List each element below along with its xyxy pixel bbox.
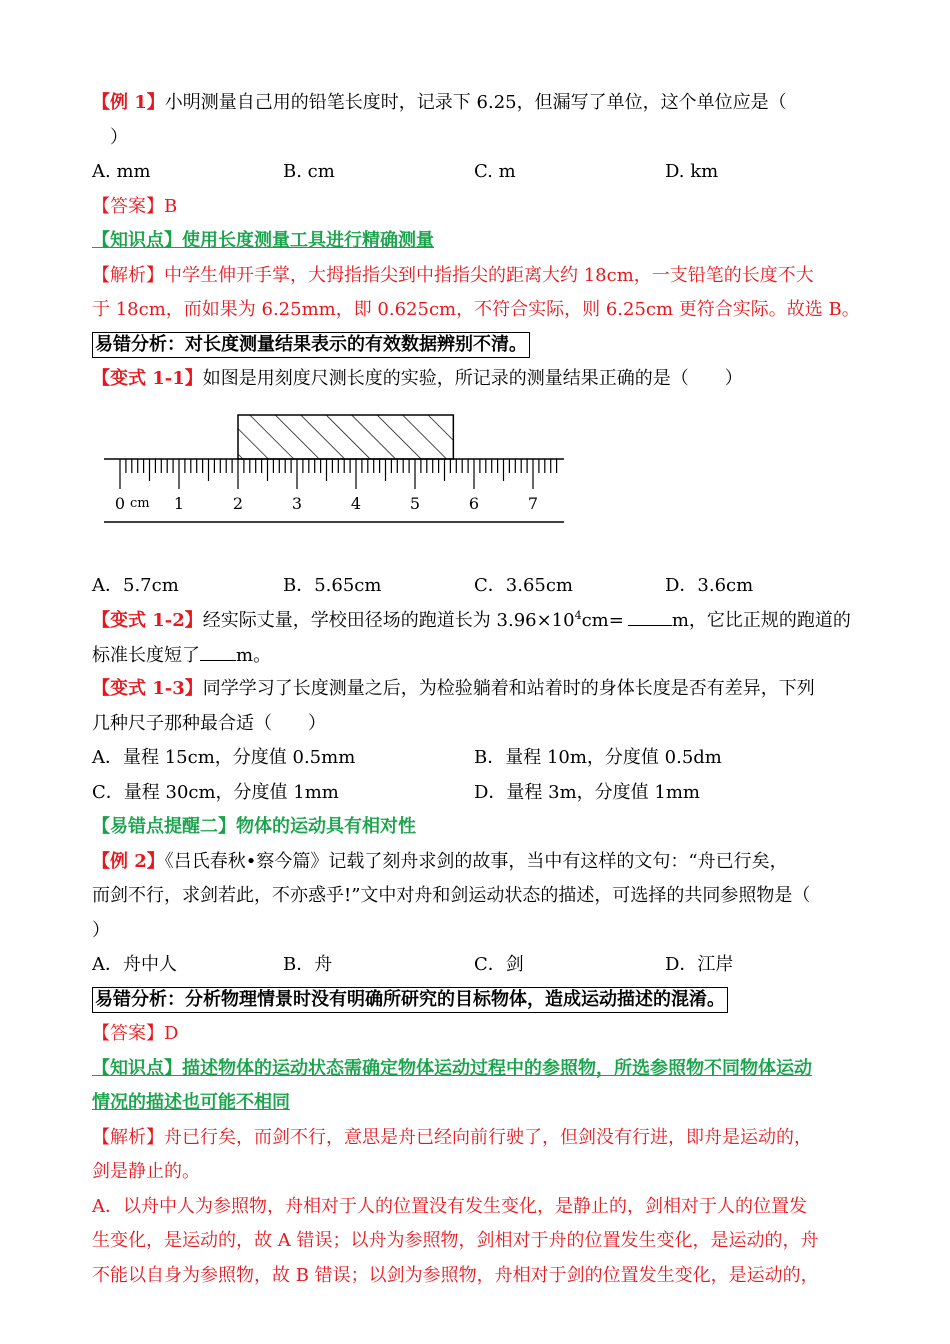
ex1-analysis-text1: 中学生伸开手掌，大拇指指尖到中指指尖的距离大约 18cm，一支铅笔的长度不大 bbox=[164, 264, 814, 286]
v13-options-row2 bbox=[92, 776, 862, 811]
ex1-question-text: 小明测量自己用的铅笔长度时，记录下 6.25，但漏写了单位，这个单位应是（ bbox=[164, 92, 787, 113]
ex2-detail-text2: 生变化，是运动的，故 A 错误；以舟为参照物，剑相对于舟的位置发生变化，是运动的，舟 bbox=[92, 1230, 819, 1251]
ex1-option-a: A. mm bbox=[92, 161, 151, 182]
v13-question-text2: 几种尺子那种最合适（ ） bbox=[92, 712, 326, 734]
ruler-tick-label: 5 bbox=[409, 493, 421, 513]
ex2-question-text2: 而剑不行，求剑若此，不亦惑乎!”文中对舟和剑运动状态的描述，可选择的共同参照物是（ bbox=[92, 885, 811, 906]
ruler-tick-label: 6 bbox=[468, 493, 480, 513]
ex2-knowledge-text1: 【知识点】描述物体的运动状态需确定物体运动过程中的参照物，所选参照物不同物体运动 bbox=[92, 1057, 812, 1079]
v12-text-unit1: m，它比正规的跑道的 bbox=[671, 610, 851, 631]
v13-question-line2 bbox=[92, 707, 862, 742]
v12-text-unit2: m。 bbox=[236, 644, 272, 666]
reminder2-heading: 【易错点提醒二】物体的运动具有相对性 bbox=[92, 816, 416, 837]
v12-question-line1 bbox=[92, 603, 862, 638]
ex1-analysis-line1 bbox=[92, 259, 862, 294]
ex2-question-line1 bbox=[92, 845, 862, 880]
v11-option-a: A．5.7cm bbox=[92, 574, 179, 596]
ex2-knowledge-line2 bbox=[92, 1086, 862, 1121]
ex1-answer-value: B bbox=[164, 195, 178, 217]
ex2-option-b: B．舟 bbox=[283, 954, 333, 975]
ex2-question-text1: 《吕氏春秋•察今篇》记载了刻舟求剑的故事，当中有这样的文句：“舟已行矣， bbox=[164, 850, 788, 872]
ex1-answer-tag: 【答案】 bbox=[92, 195, 164, 217]
v13-option-c: C．量程 30cm，分度值 1mm bbox=[92, 781, 339, 803]
ex2-answer-tag: 【答案】 bbox=[92, 1023, 164, 1044]
ex2-detail-text1: A．以舟中人为参照物，舟相对于人的位置没有发生变化，是静止的，剑相对于人的位置发 bbox=[92, 1195, 807, 1217]
v11-question-line bbox=[92, 362, 862, 397]
ex1-tag: 【例 1】 bbox=[92, 92, 165, 113]
ex2-detail-text3: 不能以自身为参照物，故 B 错误；以剑为参照物，舟相对于剑的位置发生变化，是运动的， bbox=[92, 1264, 819, 1286]
document-page bbox=[92, 86, 862, 1293]
ruler-figure bbox=[92, 397, 862, 569]
ex2-analysis-line1 bbox=[92, 1121, 862, 1156]
ex1-error-line bbox=[92, 328, 862, 363]
v13-question-line1 bbox=[92, 672, 862, 707]
ex2-question-line2 bbox=[92, 879, 862, 914]
ruler-tick-label: 1 bbox=[173, 493, 185, 513]
ex1-question-line1 bbox=[92, 86, 862, 121]
ex2-tag: 【例 2】 bbox=[92, 850, 165, 872]
ex2-option-d: D．江岸 bbox=[665, 954, 734, 975]
ex1-option-c: C. m bbox=[474, 161, 516, 182]
ex1-question-line2 bbox=[92, 121, 862, 156]
measured-object bbox=[238, 415, 453, 459]
ex2-knowledge-text2: 情况的描述也可能不相同 bbox=[92, 1092, 290, 1113]
ruler-tick-label: 0 bbox=[114, 493, 126, 513]
ex1-error-analysis: 易错分析：对长度测量结果表示的有效数据辨别不清。 bbox=[92, 332, 530, 358]
ex1-options bbox=[92, 155, 862, 190]
v11-option-d: D．3.6cm bbox=[665, 574, 754, 596]
ex2-question-line3 bbox=[92, 914, 862, 949]
v11-option-b: B．5.65cm bbox=[283, 574, 382, 596]
reminder2-line bbox=[92, 810, 862, 845]
v13-option-a: A．量程 15cm，分度值 0.5mm bbox=[92, 747, 356, 768]
ex2-detail-line2 bbox=[92, 1224, 862, 1259]
ex1-knowledge: 【知识点】使用长度测量工具进行精确测量 bbox=[92, 230, 434, 251]
v11-option-c: C．3.65cm bbox=[474, 574, 573, 596]
ex2-detail-line3 bbox=[92, 1259, 862, 1294]
ruler-tick-label: 2 bbox=[232, 493, 244, 513]
v12-tag: 【变式 1-2】 bbox=[92, 610, 203, 631]
ruler-tick-label: 3 bbox=[291, 493, 303, 513]
ex2-error-analysis: 易错分析：分析物理情景时没有明确所研究的目标物体，造成运动描述的混淆。 bbox=[92, 987, 728, 1013]
ruler-tick-label: 7 bbox=[527, 493, 539, 513]
ex1-question-close: ） bbox=[110, 126, 128, 148]
ruler-unit-label: cm bbox=[130, 495, 150, 511]
ex2-answer-value: D bbox=[164, 1023, 179, 1044]
measured-block bbox=[238, 415, 453, 459]
ex1-analysis-line2 bbox=[92, 293, 862, 328]
ex2-knowledge-line1 bbox=[92, 1052, 862, 1087]
v13-tag: 【变式 1-3】 bbox=[92, 678, 203, 699]
v13-option-d: D．量程 3m，分度值 1mm bbox=[474, 781, 700, 803]
ex2-detail-line1 bbox=[92, 1190, 862, 1225]
v12-blank-1[interactable] bbox=[628, 603, 672, 626]
v13-options-row1 bbox=[92, 741, 862, 776]
ruler-diagram bbox=[104, 397, 564, 537]
ex2-question-text3: ） bbox=[92, 919, 110, 941]
ex2-analysis-text1: 【解析】舟已行矣，而剑不行，意思是舟已经向前行驶了，但剑没有行进，即舟是运动的， bbox=[92, 1126, 812, 1148]
ex1-option-d: D. km bbox=[665, 161, 719, 182]
ex1-knowledge-line bbox=[92, 224, 862, 259]
v12-exponent: 4 bbox=[574, 609, 582, 622]
ex2-answer bbox=[92, 1017, 862, 1052]
ruler-tick-label: 4 bbox=[350, 493, 362, 513]
ex2-analysis-text2: 剑是静止的。 bbox=[92, 1161, 200, 1182]
ex2-option-c: C．剑 bbox=[474, 954, 524, 975]
ruler-ticks bbox=[120, 459, 557, 489]
v12-text-l2: 标准长度短了 bbox=[92, 644, 200, 666]
v11-options bbox=[92, 569, 862, 604]
v13-option-b: B．量程 10m，分度值 0.5dm bbox=[474, 747, 722, 768]
v13-question-text1: 同学学习了长度测量之后，为检验躺着和站着时的身体长度是否有差异，下列 bbox=[202, 678, 815, 699]
v11-question-text: 如图是用刻度尺测长度的实验，所记录的测量结果正确的是（ ） bbox=[202, 368, 743, 389]
ex2-analysis-line2 bbox=[92, 1155, 862, 1190]
v12-question-line2 bbox=[92, 638, 862, 673]
v12-text-pre: 经实际丈量，学校田径场的跑道长为 3.96×10 bbox=[202, 610, 575, 631]
ruler-labels bbox=[115, 494, 538, 513]
ex2-error-line bbox=[92, 983, 862, 1018]
ex1-analysis-text2: 于 18cm，而如果为 6.25mm，即 0.625cm，不符合实际，则 6.25cm 更符合实际。故选 B。 bbox=[92, 299, 860, 320]
ex1-analysis-tag: 【解析】 bbox=[92, 264, 164, 286]
ex2-options bbox=[92, 948, 862, 983]
ex1-option-b: B. cm bbox=[283, 161, 335, 182]
ex2-option-a: A．舟中人 bbox=[92, 954, 177, 975]
v12-text-mid: cm= bbox=[581, 610, 624, 631]
v11-tag: 【变式 1-1】 bbox=[92, 368, 203, 389]
ex1-answer bbox=[92, 190, 862, 225]
v12-blank-2[interactable] bbox=[200, 638, 236, 661]
